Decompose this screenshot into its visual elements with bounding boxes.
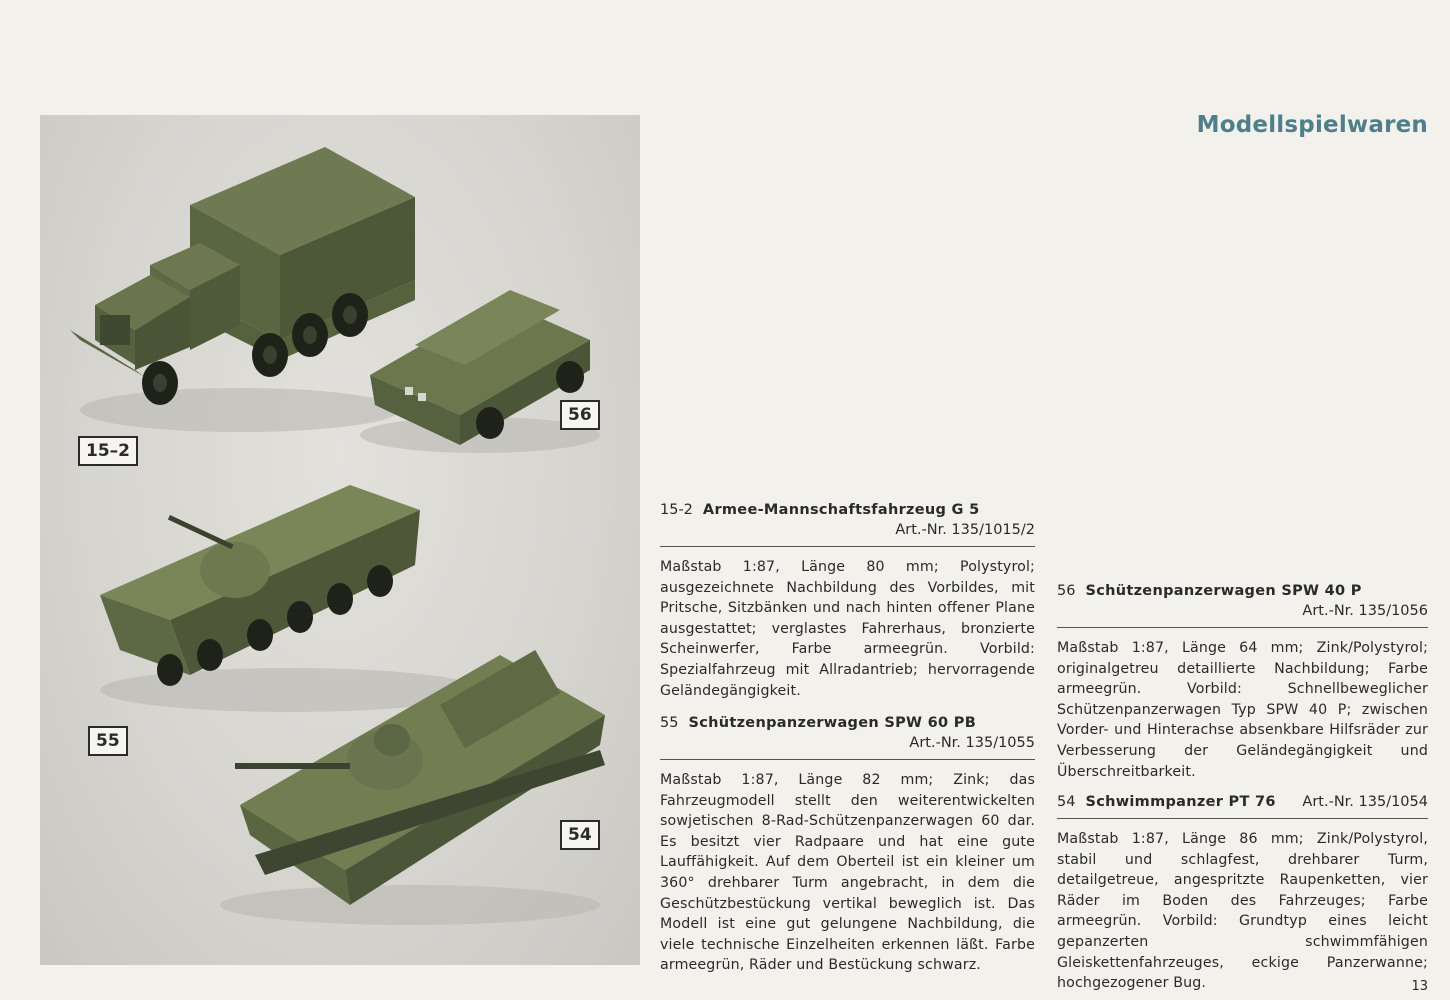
article-number: Art.-Nr. 135/1015/2 xyxy=(895,522,1035,538)
entry-name: Schützenpanzerwagen SPW 40 P xyxy=(1085,583,1362,599)
vehicle-models-illustration xyxy=(40,115,640,965)
figure-label-56: 56 xyxy=(560,400,600,430)
entry-name: Schwimmpanzer PT 76 xyxy=(1085,794,1276,810)
divider xyxy=(1057,818,1428,819)
product-photo xyxy=(40,115,640,965)
entry-description: Maßstab 1:87, Länge 86 mm; Zink/Polystyrol, stabil und schlagfest, drehbarer Turm, detailgetreue, angespritzte Raupenketten, vier Räder im Boden des Fahrzeuges; Farbe armeegrün. Vorbild: Grundtyp eines leicht gepanzerten schwimmfähigen Gleiskettenfahrzeuges, eckige Panzerwanne; hochgezogener Bug. xyxy=(1057,831,1428,992)
entry-15-2 xyxy=(660,500,1035,701)
entry-heading xyxy=(1057,581,1428,601)
spw-60-model xyxy=(100,485,480,712)
article-number: Art.-Nr. 135/1054 xyxy=(1302,794,1428,810)
figure-label-15-2: 15–2 xyxy=(78,436,138,466)
entry-number: 55 xyxy=(660,715,679,731)
article-number: Art.-Nr. 135/1055 xyxy=(909,735,1035,751)
article-number: Art.-Nr. 135/1056 xyxy=(1302,603,1428,619)
entry-54 xyxy=(1057,792,1428,994)
entry-number: 15-2 xyxy=(660,502,693,518)
entry-56 xyxy=(1057,581,1428,782)
divider xyxy=(660,546,1035,547)
entry-heading xyxy=(1057,792,1428,812)
entry-description: Maßstab 1:87, Länge 64 mm; Zink/Polystyrol; originalgetreu detaillierte Nachbildung; Farbe armeegrün. Vorbild: Schnellbeweglicher Schützenpanzerwagen Typ SPW 40 P; zwischen Vorder- und Hinterachse absenkbare Hilfsräder zur Verbesserung der Geländegängigkeit und Überschreitbarkeit. xyxy=(1057,640,1428,780)
entry-number: 56 xyxy=(1057,583,1076,599)
entry-description: Maßstab 1:87, Länge 80 mm; Polystyrol; ausgezeichnete Nachbildung des Vorbildes, mit Pritsche, Sitzbänken und nach hinten offener Plane ausgestattet; verglastes Fahrerhaus, bronzierte Scheinwerfer, Farbe armeegrün. Vorbild: Spezialfahrzeug mit Allradantrieb; hervorragende Geländegängigkeit. xyxy=(660,559,1035,699)
entry-description: Maßstab 1:87, Länge 82 mm; Zink; das Fahrzeugmodell stellt den weiterentwickelten sowjetischen 8-Rad-Schützenpanzerwagen 60 dar. Es besitzt vier Radpaare und hat eine gute Lauffähigkeit. Auf dem Oberteil ist ein kleiner um 360° drehbarer Turm angebracht, in dem die Geschützbestückung vertikal beweglich ist. Das Modell ist eine gut gelungene Nachbildung, die viele technische Einzelheiten erkennen läßt. Farbe armeegrün, Räder und Bestückung schwarz. xyxy=(660,772,1035,974)
divider xyxy=(1057,627,1428,628)
page-title: Modellspielwaren xyxy=(1196,112,1428,138)
entry-name: Armee-Mannschaftsfahrzeug G 5 xyxy=(702,502,980,518)
truck-model xyxy=(70,147,415,432)
entry-heading xyxy=(660,713,1035,733)
entry-number: 54 xyxy=(1057,794,1076,810)
page-number: 13 xyxy=(1411,979,1428,994)
divider xyxy=(660,759,1035,760)
figure-label-54: 54 xyxy=(560,820,600,850)
entry-heading xyxy=(660,500,1035,520)
entry-name: Schützenpanzerwagen SPW 60 PB xyxy=(688,715,977,731)
figure-label-55: 55 xyxy=(88,726,128,756)
entry-55 xyxy=(660,713,1035,976)
